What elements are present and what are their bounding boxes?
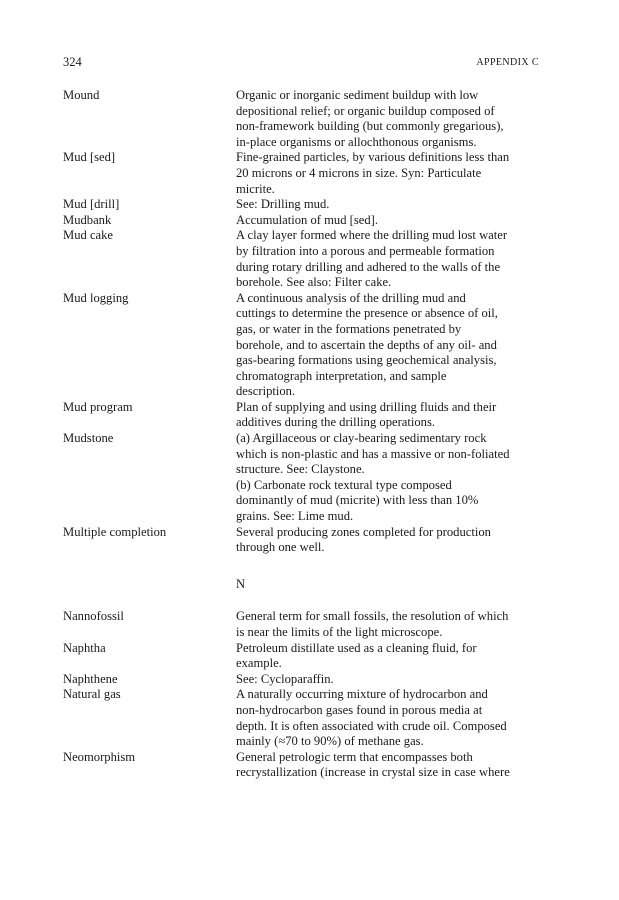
definition-line: by filtration into a porous and permeable formation — [236, 243, 495, 258]
definition-line: non-hydrocarbon gases found in porous media at — [236, 702, 483, 717]
definition-line: in-place organisms or allochthonous organisms. — [236, 134, 477, 149]
glossary-term: Mudbank — [63, 212, 112, 227]
glossary-definition — [236, 431, 543, 525]
glossary-term: Mud cake — [63, 228, 114, 243]
glossary-term: Neomorphism — [63, 749, 136, 764]
definition-line: Accumulation of mud [sed]. — [236, 212, 378, 227]
definition-line: gas-bearing formations using geochemical analysis, — [236, 353, 497, 368]
glossary-section-m — [63, 88, 543, 556]
definition-line: structure. See: Claystone. — [236, 462, 365, 477]
section-letter: N — [236, 576, 246, 591]
glossary-entry — [63, 88, 543, 150]
definition-line: through one well. — [236, 540, 325, 555]
definition-line: depth. It is often associated with crude oil. Composed — [236, 718, 507, 733]
definition-line: mainly (≈70 to 90%) of methane gas. — [236, 734, 424, 749]
definition-line: example. — [236, 656, 282, 671]
definition-line: micrite. — [236, 181, 275, 196]
glossary-entry — [63, 750, 543, 781]
definition-line: Several producing zones completed for production — [236, 524, 491, 539]
definition-line: additives during the drilling operations. — [236, 415, 436, 430]
definition-line: is near the limits of the light microscope. — [236, 625, 443, 639]
page-header — [63, 55, 539, 73]
running-head: APPENDIX C — [476, 57, 539, 68]
definition-line: Fine-grained particles, by various definitions less than — [236, 150, 510, 165]
glossary-term: Mudstone — [63, 431, 114, 446]
definition-line: A clay layer formed where the drilling mud lost water — [236, 228, 508, 243]
glossary-entry — [63, 672, 543, 688]
page-number: 324 — [63, 55, 82, 69]
definition-line: Plan of supplying and using drilling fluids and their — [236, 399, 497, 414]
glossary-definition — [236, 88, 543, 150]
definition-line: A continuous analysis of the drilling mud and — [236, 290, 466, 305]
definition-line: non-framework building (but commonly gregarious), — [236, 119, 504, 134]
definition-line: description. — [236, 384, 296, 399]
definition-line: (a) Argillaceous or clay-bearing sedimentary rock — [236, 431, 487, 446]
glossary-entry — [63, 400, 543, 431]
definition-line: gas, or water in the formations penetrated by — [236, 321, 462, 336]
definition-line: grains. See: Lime mud. — [236, 509, 354, 524]
glossary-entry — [63, 641, 543, 672]
glossary — [63, 88, 543, 781]
glossary-entry — [63, 213, 543, 229]
glossary-definition — [236, 641, 543, 672]
glossary-definition — [236, 687, 543, 749]
glossary-term: Naphtha — [63, 640, 106, 655]
definition-line: General petrologic term that encompasses both — [236, 749, 473, 764]
definition-line: See: Cycloparaffin. — [236, 671, 334, 686]
glossary-term: Naphthene — [63, 671, 118, 686]
glossary-entry — [63, 197, 543, 213]
glossary-entry — [63, 609, 543, 640]
glossary-term: Mud [sed] — [63, 150, 116, 165]
definition-line: See: Drilling mud. — [236, 197, 330, 212]
glossary-entry — [63, 228, 543, 290]
glossary-definition — [236, 150, 543, 197]
glossary-definition — [236, 228, 543, 290]
glossary-term: Mound — [63, 88, 100, 102]
glossary-term: Multiple completion — [63, 524, 167, 539]
definition-line: 20 microns or 4 microns in size. Syn: Particulate — [236, 165, 482, 180]
glossary-definition — [236, 609, 543, 640]
glossary-section-n — [63, 609, 543, 781]
definition-line: cuttings to determine the presence or absence of oil, — [236, 306, 498, 321]
glossary-entry — [63, 150, 543, 197]
definition-line: A naturally occurring mixture of hydrocarbon and — [236, 687, 488, 702]
definition-line: depositional relief; or organic buildup composed of — [236, 103, 495, 118]
glossary-entry — [63, 291, 543, 400]
glossary-entry — [63, 525, 543, 556]
glossary-definition — [236, 291, 543, 400]
definition-line: which is non-plastic and has a massive or non-foliated — [236, 446, 510, 461]
glossary-term: Nannofossil — [63, 609, 124, 624]
glossary-term: Mud [drill] — [63, 197, 120, 212]
glossary-term: Mud logging — [63, 290, 129, 305]
glossary-entry — [63, 687, 543, 749]
glossary-definition — [236, 400, 543, 431]
definition-line: borehole. See also: Filter cake. — [236, 275, 392, 290]
definition-line: Organic or inorganic sediment buildup with low — [236, 88, 479, 102]
definition-line: chromatograph interpretation, and sample — [236, 368, 447, 383]
glossary-definition — [236, 213, 543, 229]
definition-line: during rotary drilling and adhered to the walls of the — [236, 259, 501, 274]
definition-line: General term for small fossils, the resolution of which — [236, 609, 509, 624]
glossary-definition — [236, 525, 543, 556]
glossary-definition — [236, 197, 543, 213]
glossary-entry — [63, 431, 543, 525]
definition-line: (b) Carbonate rock textural type composed — [236, 477, 452, 492]
definition-line: Petroleum distillate used as a cleaning fluid, for — [236, 640, 477, 655]
glossary-term: Mud program — [63, 399, 133, 414]
glossary-definition — [236, 750, 543, 781]
glossary-term: Natural gas — [63, 687, 121, 702]
definition-line: borehole, and to ascertain the depths of any oil- and — [236, 337, 497, 352]
definition-line: dominantly of mud (micrite) with less than 10% — [236, 493, 479, 508]
glossary-definition — [236, 672, 543, 688]
definition-line: recrystallization (increase in crystal size in case where — [236, 765, 510, 780]
